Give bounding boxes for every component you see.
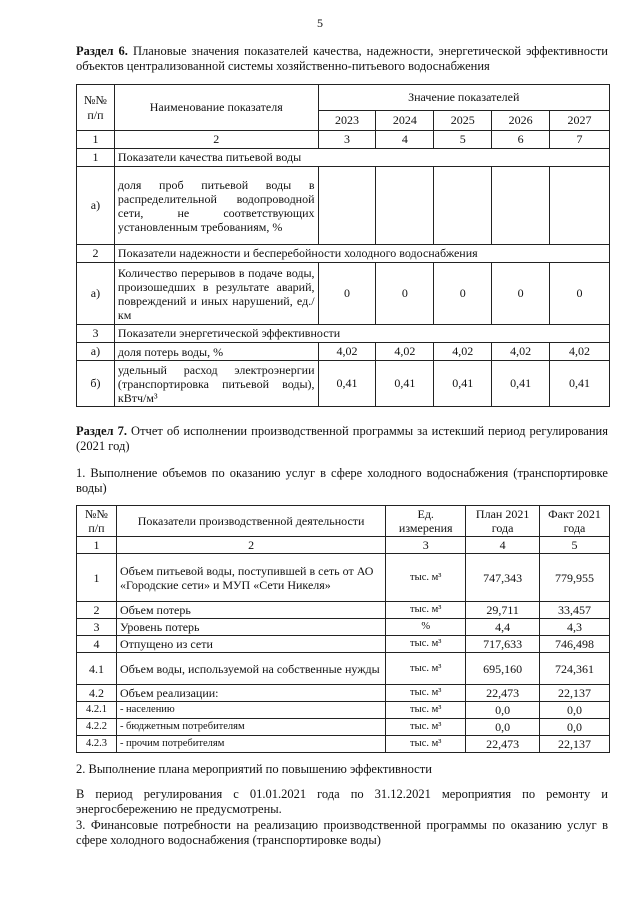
value-cell: 0,41 [434, 361, 492, 407]
plan-cell: 695,160 [466, 653, 540, 685]
plan-cell: 29,711 [466, 602, 540, 619]
unit-cell: тыс. м³ [386, 719, 466, 736]
unit-cell: % [386, 619, 466, 636]
subsection-1-title: 1. Выполнение объемов по оказанию услуг в сфере холодного водоснабжения (транспортировке воды) [76, 466, 608, 495]
indicator-name: Объем потерь [116, 602, 385, 619]
section7-heading [76, 424, 608, 454]
table-row [77, 653, 610, 685]
table-row [77, 167, 610, 245]
unit-cell: тыс. м³ [386, 602, 466, 619]
row-num: 4.2 [77, 685, 117, 702]
column-index: 1 [77, 131, 115, 149]
header-year: 2025 [434, 111, 492, 131]
row-num: 3 [77, 619, 117, 636]
header-values: Значение показателей [318, 85, 609, 111]
column-index: 3 [318, 131, 376, 149]
value-cell: 0,41 [492, 361, 550, 407]
plan-cell: 0,0 [466, 702, 540, 719]
table-row [77, 685, 610, 702]
header-plan: План 2021 года [466, 506, 540, 537]
page-number: 5 [317, 16, 323, 30]
table-row [77, 361, 610, 407]
value-cell [376, 167, 434, 245]
table-row [77, 636, 610, 653]
value-cell: 0 [376, 263, 434, 325]
indicator-name: - прочим потребителям [116, 736, 385, 753]
fact-cell: 4,3 [540, 619, 610, 636]
indicator-name: доля потерь воды, % [114, 343, 318, 361]
column-index: 4 [466, 537, 540, 554]
value-cell: 0 [550, 263, 610, 325]
table-row [77, 554, 610, 602]
value-cell: 4,02 [492, 343, 550, 361]
table-row [77, 263, 610, 325]
column-index: 1 [77, 537, 117, 554]
column-index: 3 [386, 537, 466, 554]
unit-cell: тыс. м³ [386, 653, 466, 685]
plan-cell: 22,473 [466, 736, 540, 753]
value-cell: 4,02 [434, 343, 492, 361]
header-unit: Ед. измерения [386, 506, 466, 537]
header-year: 2024 [376, 111, 434, 131]
production-report-table [76, 505, 610, 753]
row-num: а) [77, 167, 115, 245]
table-row [77, 245, 610, 263]
unit-cell: тыс. м³ [386, 636, 466, 653]
indicator-name: Объем реализации: [116, 685, 385, 702]
value-cell: 4,02 [318, 343, 376, 361]
row-num: а) [77, 263, 115, 325]
group-title: Показатели надежности и бесперебойности холодного водоснабжения [114, 245, 609, 263]
value-cell [434, 167, 492, 245]
subsection-2-title: 2. Выполнение плана мероприятий по повышению эффективности [76, 762, 432, 776]
header-year: 2026 [492, 111, 550, 131]
value-cell: 4,02 [550, 343, 610, 361]
row-num: 4.2.1 [77, 702, 117, 719]
value-cell: 0 [434, 263, 492, 325]
header-name: Показатели производственной деятельности [116, 506, 385, 537]
row-num: б) [77, 361, 115, 407]
section6-heading [76, 44, 608, 74]
indicator-name: Отпущено из сети [116, 636, 385, 653]
row-num: 2 [77, 602, 117, 619]
value-cell [492, 167, 550, 245]
table-row [77, 702, 610, 719]
table-row [77, 719, 610, 736]
fact-cell: 33,457 [540, 602, 610, 619]
row-num: 4 [77, 636, 117, 653]
plan-cell: 4,4 [466, 619, 540, 636]
plan-cell: 0,0 [466, 719, 540, 736]
plan-cell: 22,473 [466, 685, 540, 702]
column-index: 2 [114, 131, 318, 149]
header-year: 2023 [318, 111, 376, 131]
section6-title: Плановые значения показателей качества, надежности, энергетической эффективности объектов централизованной системы хозяйственно-питьевого водоснабжения [76, 44, 608, 73]
row-num: 3 [77, 325, 115, 343]
header-name: Наименование показателя [114, 85, 318, 131]
subsection-3-title: 3. Финансовые потребности на реализацию производственной программы по оказанию услуг в сфере холодного водоснабжения (транспортировке воды) [76, 818, 608, 847]
plan-cell: 717,633 [466, 636, 540, 653]
indicator-name: Количество перерывов в подаче воды, произошедших в результате аварий, повреждений и иных нарушений, ед./км [114, 263, 318, 325]
fact-cell: 22,137 [540, 736, 610, 753]
fact-cell: 0,0 [540, 702, 610, 719]
indicator-name: Объем питьевой воды, поступившей в сеть от АО «Городские сети» и МУП «Сети Никеля» [116, 554, 385, 602]
table-row [77, 602, 610, 619]
indicator-name: - бюджетным потребителям [116, 719, 385, 736]
row-num: 4.2.3 [77, 736, 117, 753]
group-title: Показатели энергетической эффективности [114, 325, 609, 343]
indicator-name: Уровень потерь [116, 619, 385, 636]
value-cell: 4,02 [376, 343, 434, 361]
section7-title: Отчет об исполнении производственной программы за истекший период регулирования (2021 год) [76, 424, 608, 453]
row-num: 1 [77, 149, 115, 167]
indicator-name: - населению [116, 702, 385, 719]
section6-label: Раздел 6. [76, 44, 128, 58]
table-row [77, 736, 610, 753]
fact-cell: 724,361 [540, 653, 610, 685]
table-row [77, 343, 610, 361]
unit-cell: тыс. м³ [386, 702, 466, 719]
indicator-name: Объем воды, используемой на собственные нужды [116, 653, 385, 685]
unit-cell: тыс. м³ [386, 554, 466, 602]
column-index: 2 [116, 537, 385, 554]
value-cell: 0,41 [318, 361, 376, 407]
indicator-name: удельный расход электроэнергии (транспортировка питьевой воды), кВтч/м³ [114, 361, 318, 407]
row-num: 1 [77, 554, 117, 602]
value-cell: 0,41 [376, 361, 434, 407]
row-num: 4.2.2 [77, 719, 117, 736]
value-cell [550, 167, 610, 245]
fact-cell: 779,955 [540, 554, 610, 602]
period-paragraph: В период регулирования с 01.01.2021 года по 31.12.2021 мероприятия по ремонту и энергосбережению не предусмотрены. [76, 787, 608, 816]
section7-label: Раздел 7. [76, 424, 127, 438]
unit-cell: тыс. м³ [386, 736, 466, 753]
column-index: 7 [550, 131, 610, 149]
value-cell: 0 [318, 263, 376, 325]
column-index: 4 [376, 131, 434, 149]
value-cell: 0,41 [550, 361, 610, 407]
column-index: 6 [492, 131, 550, 149]
column-index: 5 [540, 537, 610, 554]
planned-indicators-table [76, 84, 610, 407]
value-cell [318, 167, 376, 245]
unit-cell: тыс. м³ [386, 685, 466, 702]
table-row [77, 149, 610, 167]
indicator-name: доля проб питьевой воды в распределительной водопроводной сети, не соответствующих установленным требованиям, % [114, 167, 318, 245]
table-row [77, 325, 610, 343]
row-num: 4.1 [77, 653, 117, 685]
row-num: 2 [77, 245, 115, 263]
header-year: 2027 [550, 111, 610, 131]
value-cell: 0 [492, 263, 550, 325]
group-title: Показатели качества питьевой воды [114, 149, 609, 167]
row-num: а) [77, 343, 115, 361]
header-num: №№ п/п [77, 506, 117, 537]
fact-cell: 22,137 [540, 685, 610, 702]
fact-cell: 0,0 [540, 719, 610, 736]
plan-cell: 747,343 [466, 554, 540, 602]
header-num: №№ п/п [77, 85, 115, 131]
table-row [77, 619, 610, 636]
column-index: 5 [434, 131, 492, 149]
header-fact: Факт 2021 года [540, 506, 610, 537]
fact-cell: 746,498 [540, 636, 610, 653]
